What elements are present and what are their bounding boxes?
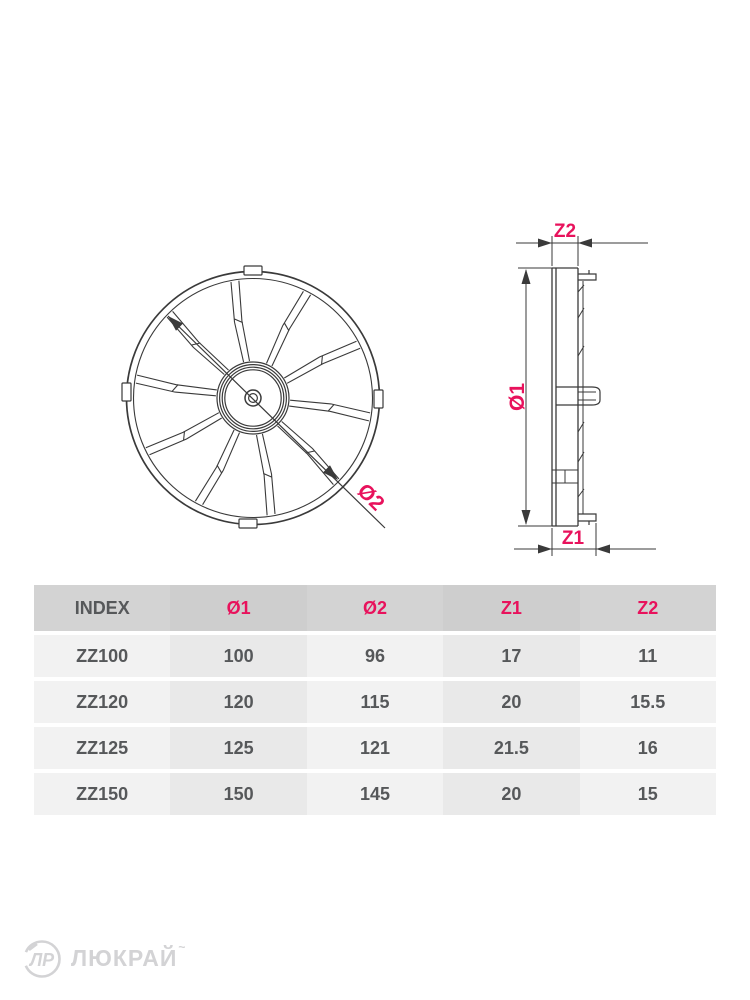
brand-monogram: ЛР <box>29 950 55 970</box>
header-cell-z2: Z2 <box>580 585 716 631</box>
table-cell: 16 <box>580 727 716 769</box>
header-cell-z1: Z1 <box>443 585 579 631</box>
header-cell-d1: Ø1 <box>170 585 306 631</box>
table-cell: 121 <box>307 727 443 769</box>
table-cell: 115 <box>307 681 443 723</box>
table-cell: 21.5 <box>443 727 579 769</box>
dim-label-d1: Ø1 <box>506 382 529 412</box>
fan-blades <box>136 281 370 516</box>
fan-outer-rim <box>127 272 380 525</box>
table-cell: 20 <box>443 681 579 723</box>
table-cell-index: ZZ120 <box>34 681 170 723</box>
table-cell: 15.5 <box>580 681 716 723</box>
fan-inner-rim <box>134 279 373 518</box>
side-bottom-clip <box>578 514 596 525</box>
fan-side-view <box>552 268 600 526</box>
fan-rim-tabs <box>122 266 383 528</box>
table-cell: 120 <box>170 681 306 723</box>
table-cell: 20 <box>443 773 579 815</box>
side-top-clip <box>578 270 596 280</box>
table-cell: 11 <box>580 635 716 677</box>
dim-label-d2: Ø2 <box>352 479 389 516</box>
table-cell-index: ZZ100 <box>34 635 170 677</box>
arrowhead <box>323 465 338 480</box>
brand-name: ЛЮКРАЙ <box>71 945 178 971</box>
table-cell: 17 <box>443 635 579 677</box>
trademark-mark: ~ <box>178 939 186 954</box>
table-cell-index: ZZ150 <box>34 773 170 815</box>
brand-logo-icon <box>20 937 64 981</box>
table-cell: 145 <box>307 773 443 815</box>
table-cell: 150 <box>170 773 306 815</box>
spec-table <box>34 585 716 815</box>
brand-footer <box>20 935 184 983</box>
table-cell: 96 <box>307 635 443 677</box>
side-view-dimensions <box>514 236 656 556</box>
table-cell: 125 <box>170 727 306 769</box>
side-lower-band <box>552 470 578 483</box>
fan-front-view <box>122 266 389 528</box>
table-cell: 15 <box>580 773 716 815</box>
header-cell-d2: Ø2 <box>307 585 443 631</box>
table-cell: 100 <box>170 635 306 677</box>
header-cell-index: INDEX <box>34 585 170 631</box>
dim-line-d2 <box>168 316 385 528</box>
dim-label-z1: Z1 <box>561 528 585 549</box>
dim-label-z2: Z2 <box>553 221 577 242</box>
table-cell-index: ZZ125 <box>34 727 170 769</box>
